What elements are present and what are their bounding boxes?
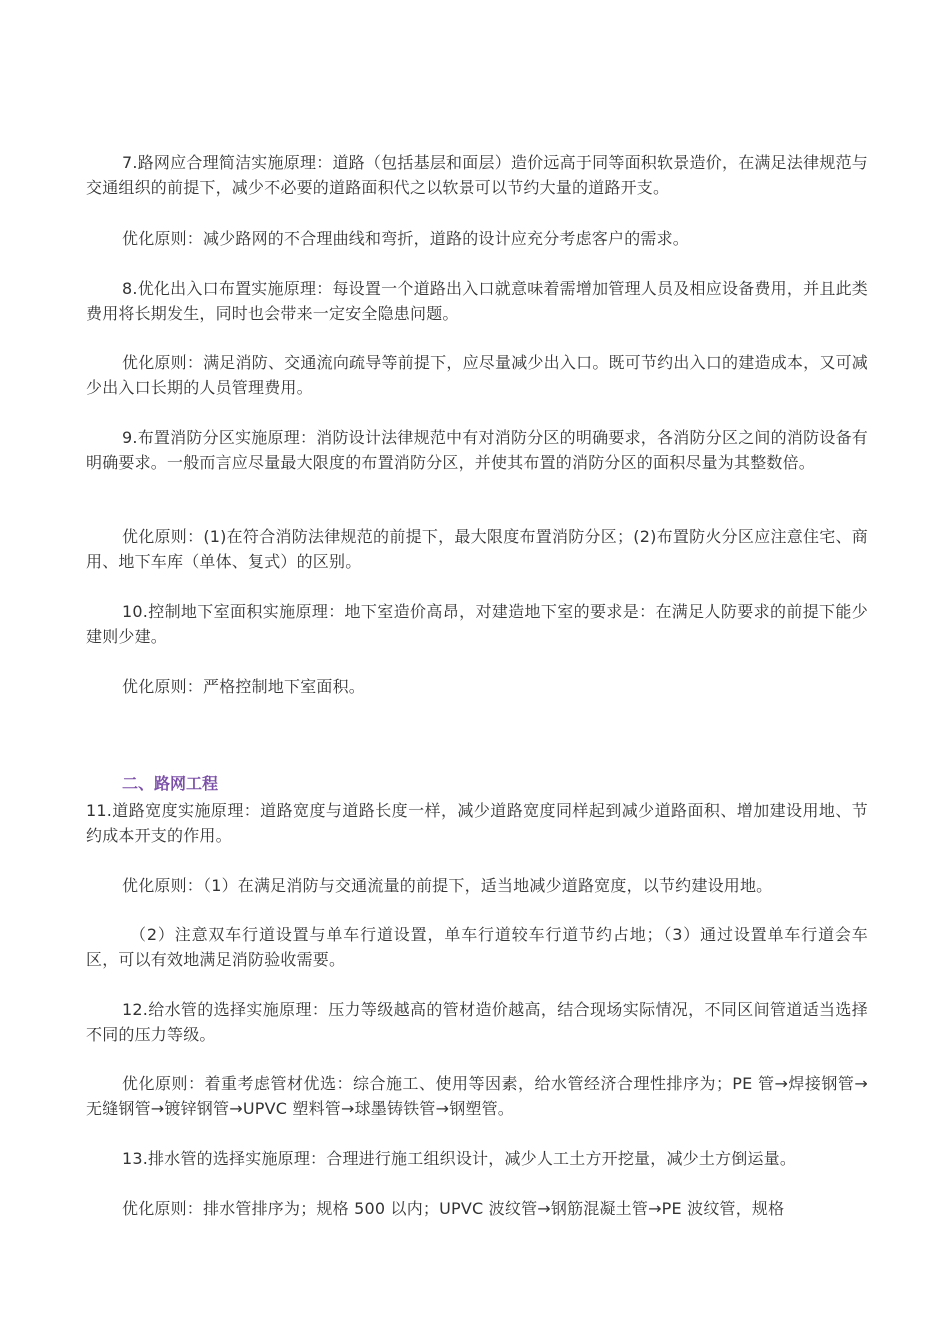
paragraph-water-pipe-principle: 优化原则：着重考虑管材优选：综合施工、使用等因素，给水管经济合理性排序为；PE 管→焊接钢管→无缝钢管→镀锌钢管→UPVC 塑料管→球墨铸铁管→钢塑管。 [86, 1074, 868, 1118]
paragraph-road-network-principle: 优化原则：减少路网的不合理曲线和弯折，道路的设计应充分考虑客户的需求。 [122, 229, 690, 248]
paragraph-drain-pipe: 13.排水管的选择实施原理：合理进行施工组织设计，减少人工土方开挖量，减少土方倒运量。 [122, 1149, 797, 1168]
paragraph-road-width: 11.道路宽度实施原理：道路宽度与道路长度一样，减少道路宽度同样起到减少道路面积、增加建设用地、节约成本开支的作用。 [86, 801, 868, 845]
paragraph-entrance-layout: 8.优化出入口布置实施原理：每设置一个道路出入口就意味着需增加管理人员及相应设备费用，并且此类费用将长期发生，同时也会带来一定安全隐患问题。 [86, 279, 868, 323]
paragraph-fire-zones-principle: 优化原则：(1)在符合消防法律规范的前提下，最大限度布置消防分区；(2)布置防火分区应注意住宅、商用、地下车库（单体、复式）的区别。 [86, 527, 868, 571]
paragraph-basement-area: 10.控制地下室面积实施原理：地下室造价高昂，对建造地下室的要求是：在满足人防要求的前提下能少建则少建。 [86, 602, 868, 646]
paragraph-fire-zones: 9.布置消防分区实施原理：消防设计法律规范中有对消防分区的明确要求，各消防分区之间的消防设备有明确要求。一般而言应尽量最大限度的布置消防分区，并使其布置的消防分区的面积尽量为其整数倍。 [86, 428, 868, 472]
paragraph-road-network: 7.路网应合理简洁实施原理：道路（包括基层和面层）造价远高于同等面积软景造价，在满足法律规范与交通组织的前提下，减少不必要的道路面积代之以软景可以节约大量的道路开支。 [86, 153, 868, 197]
paragraph-drain-pipe-principle: 优化原则：排水管排序为；规格 500 以内；UPVC 波纹管→钢筋混凝土管→PE 波纹管，规格 [122, 1199, 785, 1218]
paragraph-road-width-items: （2）注意双车行道设置与单车行道设置，单车行道较车行道节约占地；（3）通过设置单车行道会车区，可以有效地满足消防验收需要。 [86, 925, 868, 969]
paragraph-entrance-principle: 优化原则：满足消防、交通流向疏导等前提下，应尽量减少出入口。既可节约出入口的建造成本，又可减少出入口长期的人员管理费用。 [86, 353, 868, 397]
paragraph-road-width-principle: 优化原则：（1）在满足消防与交通流量的前提下，适当地减少道路宽度，以节约建设用地。 [122, 876, 773, 895]
paragraph-water-pipe: 12.给水管的选择实施原理：压力等级越高的管材造价越高，结合现场实际情况，不同区间管道适当选择不同的压力等级。 [86, 1000, 868, 1044]
section-heading-road-network: 二、路网工程 [122, 774, 219, 793]
paragraph-basement-principle: 优化原则：严格控制地下室面积。 [122, 677, 366, 696]
